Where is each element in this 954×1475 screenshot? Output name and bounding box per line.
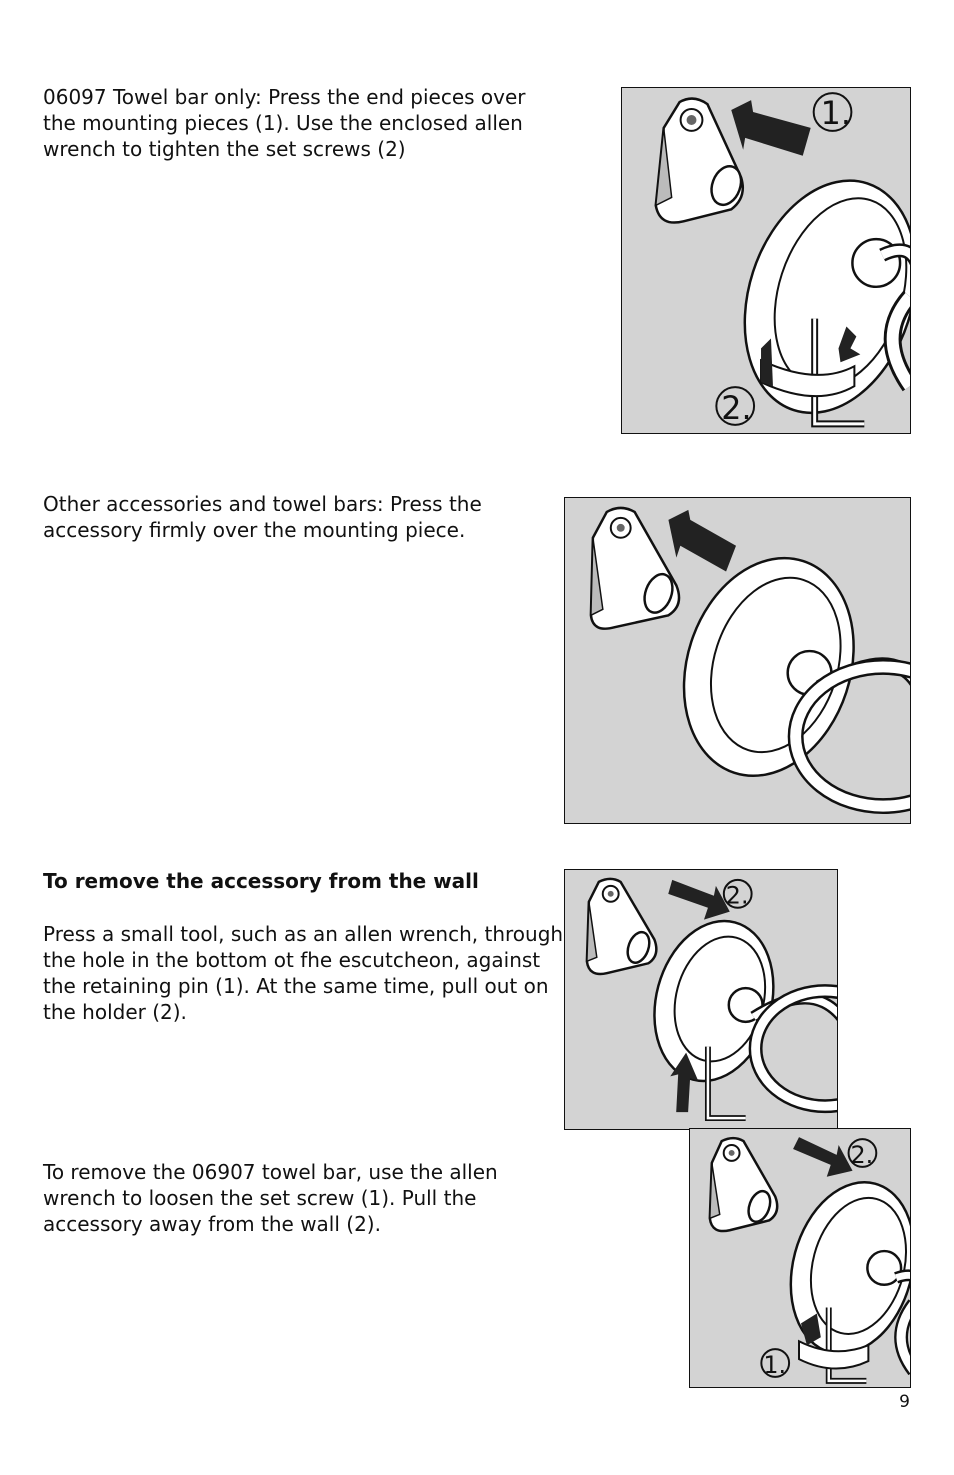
text-line: wrench to tighten the set screws (2) xyxy=(43,137,406,161)
text-line: Press a small tool, such as an allen wrench, through xyxy=(43,922,564,946)
section-heading-remove-accessory: To remove the accessory from the wall xyxy=(43,869,479,893)
illustration-pull-out-holder xyxy=(565,870,837,1129)
label-step-1: 1. xyxy=(763,1350,787,1379)
illustration-towel-bar-set-screw xyxy=(622,88,910,433)
text-line: wrench to loosen the set screw (1). Pull the xyxy=(43,1186,477,1210)
figure-towel-bar-removal xyxy=(689,1128,911,1388)
instruction-towel-bar-06097 xyxy=(43,84,526,162)
instruction-other-accessories xyxy=(43,491,482,543)
page-number: 9 xyxy=(899,1392,910,1412)
text-line: To remove the 06907 towel bar, use the allen xyxy=(43,1160,498,1184)
label-step-1: 1. xyxy=(820,95,851,132)
text-line: the hole in the bottom ot fhe escutcheon, against xyxy=(43,948,541,972)
label-step-2: 2. xyxy=(725,881,749,910)
text-line: the mounting pieces (1). Use the enclosed allen xyxy=(43,111,523,135)
figure-towel-bar-mounting xyxy=(621,87,911,434)
text-line: Other accessories and towel bars: Press the xyxy=(43,492,482,516)
text-line: accessory firmly over the mounting piece. xyxy=(43,518,466,542)
illustration-accessory-press-fit xyxy=(565,498,910,823)
instruction-remove-accessory xyxy=(43,921,563,1025)
instruction-remove-towel-bar-06907 xyxy=(43,1159,498,1237)
text-line: the retaining pin (1). At the same time, pull out on xyxy=(43,974,549,998)
label-step-2: 2. xyxy=(721,390,752,427)
text-line: accessory away from the wall (2). xyxy=(43,1212,381,1236)
illustration-loosen-set-screw xyxy=(690,1129,910,1387)
figure-accessory-mounting xyxy=(564,497,911,824)
figure-accessory-removal xyxy=(564,869,838,1130)
text-line: 06097 Towel bar only: Press the end pieces over xyxy=(43,85,526,109)
text-line: the holder (2). xyxy=(43,1000,187,1024)
label-step-2: 2. xyxy=(850,1140,874,1169)
